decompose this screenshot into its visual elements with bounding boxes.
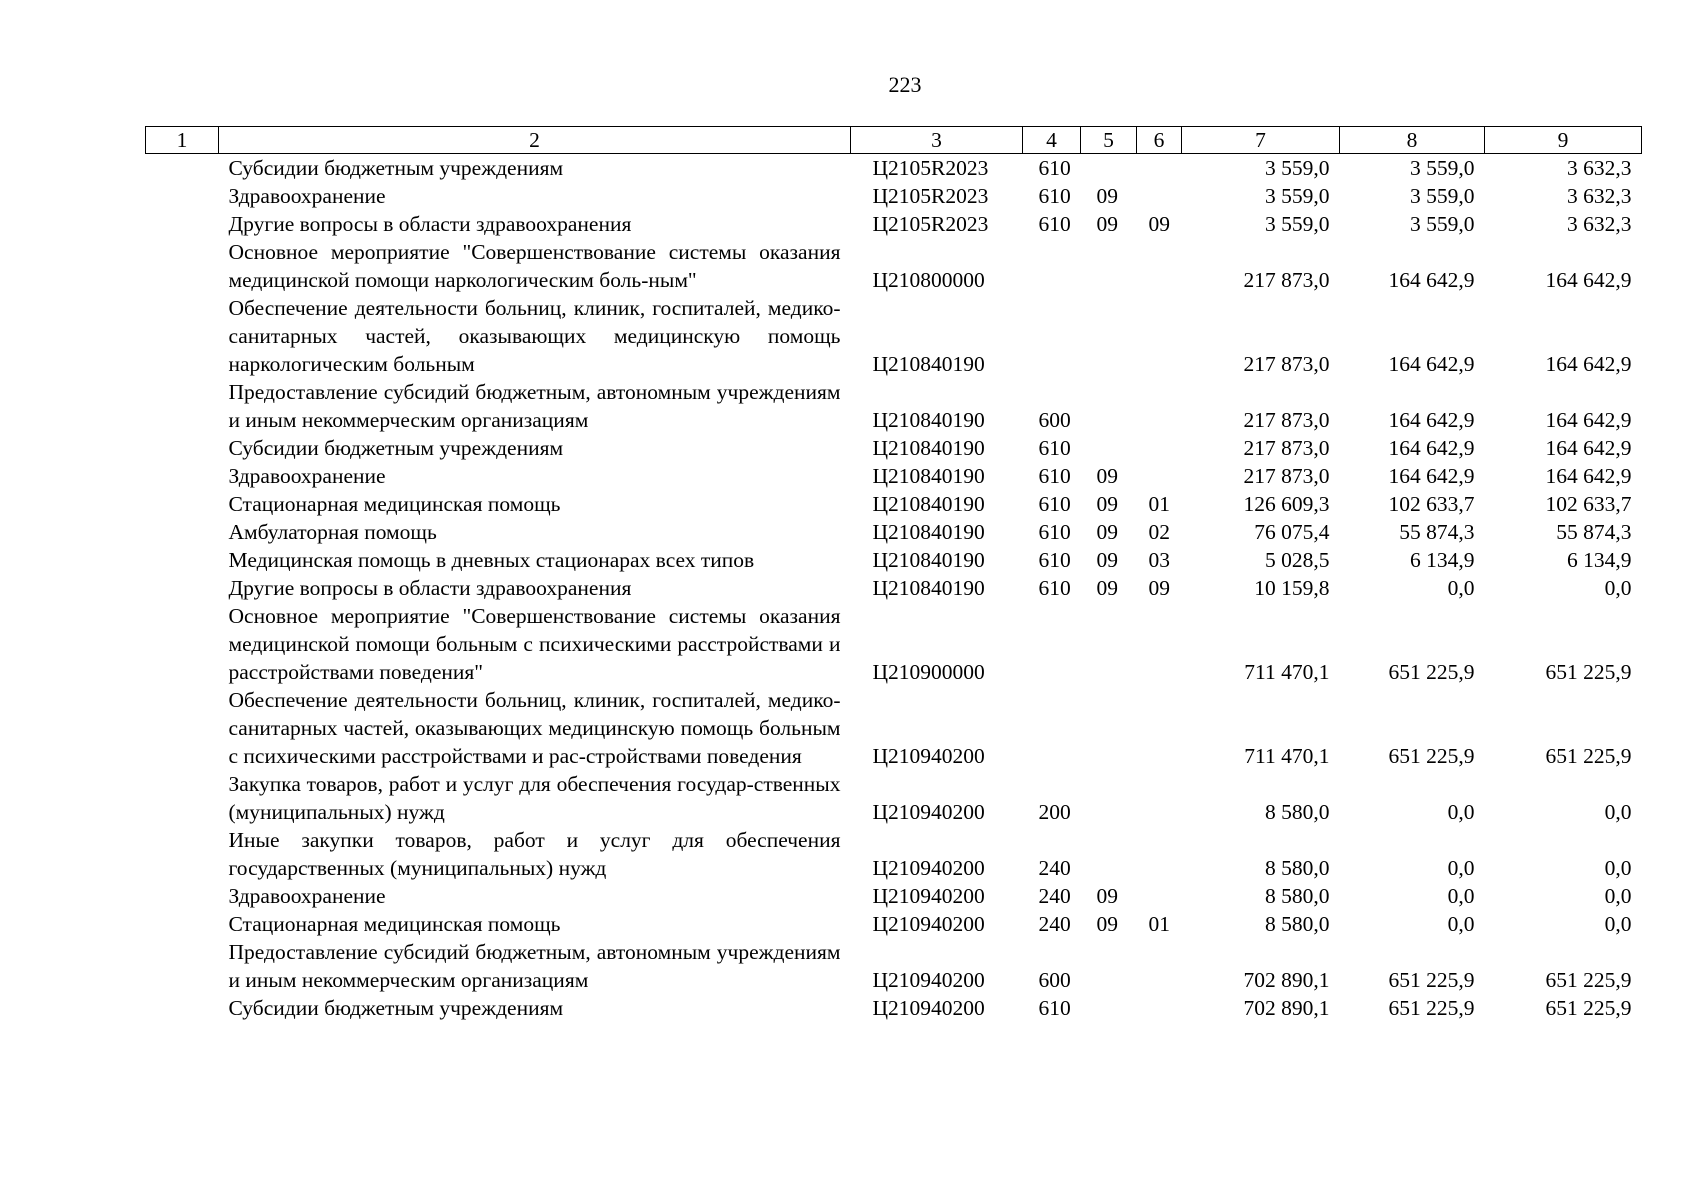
cell-col7: 3 559,0 xyxy=(1265,212,1330,236)
cell-col6 xyxy=(1137,602,1182,686)
cell-name: Обеспечение деятельности больниц, клиник, госпиталей, медико-санитарных частей, оказывающих медицинскую помощь наркологическим больным xyxy=(228,296,841,376)
cell-col6 xyxy=(1137,770,1182,826)
cell-empty xyxy=(146,238,219,294)
cell-col8: 164 642,9 xyxy=(1388,352,1475,376)
table-row xyxy=(146,546,1642,574)
table-row xyxy=(146,210,1642,238)
cell-col8: 6 134,9 xyxy=(1410,548,1475,572)
table-row xyxy=(146,686,1642,770)
cell-col4: 240 xyxy=(1038,884,1071,908)
cell-code: Ц210840190 xyxy=(872,408,985,432)
cell-col6 xyxy=(1137,238,1182,294)
cell-col7: 76 075,4 xyxy=(1254,520,1330,544)
cell-empty xyxy=(146,210,219,238)
cell-name: Предоставление субсидий бюджетным, автономным учреждениям и иным некоммерческим организациям xyxy=(228,940,841,992)
page-number: 223 xyxy=(888,72,922,97)
cell-col8: 651 225,9 xyxy=(1388,968,1475,992)
cell-col8: 164 642,9 xyxy=(1388,464,1475,488)
cell-empty xyxy=(146,546,219,574)
cell-col4: 600 xyxy=(1038,968,1071,992)
cell-col7: 217 873,0 xyxy=(1243,464,1330,488)
cell-col4: 610 xyxy=(1038,576,1071,600)
cell-col9: 0,0 xyxy=(1604,884,1632,908)
cell-col7: 10 159,8 xyxy=(1254,576,1330,600)
cell-col4: 610 xyxy=(1038,436,1071,460)
cell-col5 xyxy=(1081,434,1137,462)
cell-col5 xyxy=(1081,154,1137,183)
cell-name: Основное мероприятие "Совершенствование системы оказания медицинской помощи больным с психическими расстройствами и расстройствами поведения" xyxy=(228,604,841,684)
cell-col7: 702 890,1 xyxy=(1243,968,1330,992)
cell-name: Субсидии бюджетным учреждениям xyxy=(228,156,564,180)
cell-col5: 09 xyxy=(1096,912,1118,936)
cell-col7: 8 580,0 xyxy=(1265,800,1330,824)
cell-col5 xyxy=(1081,238,1137,294)
cell-col8: 3 559,0 xyxy=(1410,212,1475,236)
cell-code: Ц210900000 xyxy=(872,660,985,684)
cell-col5 xyxy=(1081,826,1137,882)
cell-col5 xyxy=(1081,686,1137,770)
cell-name: Обеспечение деятельности больниц, клиник, госпиталей, медико-санитарных частей, оказывающих медицинскую помощь больным с психическими расстройствами и рас-стройствами поведения xyxy=(228,688,841,768)
cell-col7: 126 609,3 xyxy=(1243,492,1330,516)
header-row xyxy=(146,127,1642,154)
table-row xyxy=(146,770,1642,826)
column-header-5: 5 xyxy=(1081,127,1137,154)
cell-code: Ц210940200 xyxy=(872,856,985,880)
cell-col9: 3 632,3 xyxy=(1567,184,1632,208)
table-row xyxy=(146,938,1642,994)
cell-code: Ц210840190 xyxy=(872,352,985,376)
cell-col8: 55 874,3 xyxy=(1399,520,1475,544)
cell-col5 xyxy=(1081,294,1137,378)
cell-col8: 0,0 xyxy=(1447,800,1475,824)
cell-code: Ц210940200 xyxy=(872,912,985,936)
cell-code: Ц2105R2023 xyxy=(872,184,989,208)
cell-col4 xyxy=(1023,602,1081,686)
cell-col6 xyxy=(1137,378,1182,434)
cell-col7: 8 580,0 xyxy=(1265,912,1330,936)
cell-col5: 09 xyxy=(1096,212,1118,236)
cell-col9: 651 225,9 xyxy=(1545,744,1632,768)
cell-code: Ц210940200 xyxy=(872,800,985,824)
cell-col6: 01 xyxy=(1148,912,1170,936)
cell-name: Другие вопросы в области здравоохранения xyxy=(228,212,632,236)
cell-col9: 3 632,3 xyxy=(1567,156,1632,180)
cell-col8: 0,0 xyxy=(1447,856,1475,880)
cell-col6 xyxy=(1137,182,1182,210)
cell-code: Ц210940200 xyxy=(872,968,985,992)
cell-code: Ц210800000 xyxy=(872,268,985,292)
cell-col6 xyxy=(1137,462,1182,490)
cell-name: Основное мероприятие "Совершенствование системы оказания медицинской помощи наркологическим боль-ным" xyxy=(228,240,841,292)
cell-name: Предоставление субсидий бюджетным, автономным учреждениям и иным некоммерческим организациям xyxy=(228,380,841,432)
cell-empty xyxy=(146,294,219,378)
cell-col4: 610 xyxy=(1038,996,1071,1020)
cell-col6 xyxy=(1137,994,1182,1022)
table-row xyxy=(146,238,1642,294)
cell-col6 xyxy=(1137,686,1182,770)
cell-col4: 610 xyxy=(1038,548,1071,572)
cell-code: Ц210940200 xyxy=(872,744,985,768)
cell-col8: 164 642,9 xyxy=(1388,408,1475,432)
cell-col8: 102 633,7 xyxy=(1388,492,1475,516)
cell-code: Ц210940200 xyxy=(872,996,985,1020)
cell-code: Ц210840190 xyxy=(872,576,985,600)
cell-col4: 610 xyxy=(1038,184,1071,208)
cell-col9: 164 642,9 xyxy=(1545,352,1632,376)
cell-name: Закупка товаров, работ и услуг для обеспечения государ-ственных (муниципальных) нужд xyxy=(228,772,841,824)
cell-col7: 217 873,0 xyxy=(1243,352,1330,376)
cell-col6 xyxy=(1137,826,1182,882)
cell-col5 xyxy=(1081,378,1137,434)
cell-name: Здравоохранение xyxy=(228,184,386,208)
cell-col9: 102 633,7 xyxy=(1545,492,1632,516)
cell-col5: 09 xyxy=(1096,884,1118,908)
cell-col4: 610 xyxy=(1038,520,1071,544)
cell-name: Стационарная медицинская помощь xyxy=(228,912,561,936)
cell-col9: 0,0 xyxy=(1604,912,1632,936)
cell-col4 xyxy=(1023,294,1081,378)
cell-empty xyxy=(146,938,219,994)
column-header-4: 4 xyxy=(1023,127,1081,154)
cell-col9: 164 642,9 xyxy=(1545,436,1632,460)
cell-col9: 0,0 xyxy=(1604,856,1632,880)
cell-name: Субсидии бюджетным учреждениям xyxy=(228,996,564,1020)
table-row xyxy=(146,910,1642,938)
cell-col8: 0,0 xyxy=(1447,884,1475,908)
cell-name: Другие вопросы в области здравоохранения xyxy=(228,576,632,600)
column-header-2: 2 xyxy=(219,127,851,154)
cell-col4: 240 xyxy=(1038,856,1071,880)
cell-col9: 55 874,3 xyxy=(1556,520,1632,544)
cell-empty xyxy=(146,490,219,518)
cell-col5: 09 xyxy=(1096,520,1118,544)
cell-name: Субсидии бюджетным учреждениям xyxy=(228,436,564,460)
cell-col5: 09 xyxy=(1096,184,1118,208)
column-header-8: 8 xyxy=(1340,127,1485,154)
column-header-1: 1 xyxy=(146,127,219,154)
cell-col5 xyxy=(1081,994,1137,1022)
cell-col4: 610 xyxy=(1038,212,1071,236)
cell-col8: 651 225,9 xyxy=(1388,996,1475,1020)
cell-col7: 3 559,0 xyxy=(1265,184,1330,208)
table-row xyxy=(146,154,1642,183)
cell-col7: 711 470,1 xyxy=(1244,744,1330,768)
cell-col9: 164 642,9 xyxy=(1545,464,1632,488)
cell-empty xyxy=(146,462,219,490)
cell-col4: 200 xyxy=(1038,800,1071,824)
cell-col9: 651 225,9 xyxy=(1545,660,1632,684)
cell-col6: 09 xyxy=(1148,212,1170,236)
cell-col9: 6 134,9 xyxy=(1567,548,1632,572)
cell-empty xyxy=(146,826,219,882)
cell-col7: 3 559,0 xyxy=(1265,156,1330,180)
cell-name: Стационарная медицинская помощь xyxy=(228,492,561,516)
cell-col8: 651 225,9 xyxy=(1388,744,1475,768)
cell-empty xyxy=(146,602,219,686)
cell-col7: 8 580,0 xyxy=(1265,856,1330,880)
cell-col7: 217 873,0 xyxy=(1243,268,1330,292)
cell-col9: 0,0 xyxy=(1604,800,1632,824)
cell-col6: 02 xyxy=(1148,520,1170,544)
cell-empty xyxy=(146,686,219,770)
column-header-7: 7 xyxy=(1182,127,1340,154)
cell-name: Здравоохранение xyxy=(228,884,386,908)
table-row xyxy=(146,826,1642,882)
cell-col5: 09 xyxy=(1096,548,1118,572)
cell-col6: 09 xyxy=(1148,576,1170,600)
cell-col9: 164 642,9 xyxy=(1545,408,1632,432)
cell-col5 xyxy=(1081,770,1137,826)
cell-col4: 600 xyxy=(1038,408,1071,432)
table-row xyxy=(146,462,1642,490)
cell-code: Ц210840190 xyxy=(872,464,985,488)
table-row xyxy=(146,882,1642,910)
cell-col7: 8 580,0 xyxy=(1265,884,1330,908)
cell-col8: 164 642,9 xyxy=(1388,268,1475,292)
cell-col6 xyxy=(1137,938,1182,994)
cell-col5: 09 xyxy=(1096,492,1118,516)
cell-empty xyxy=(146,154,219,183)
cell-col6 xyxy=(1137,294,1182,378)
table-row xyxy=(146,378,1642,434)
cell-name: Здравоохранение xyxy=(228,464,386,488)
cell-empty xyxy=(146,378,219,434)
cell-col9: 0,0 xyxy=(1604,576,1632,600)
cell-col8: 0,0 xyxy=(1447,576,1475,600)
table-body xyxy=(146,154,1642,1023)
table-row xyxy=(146,574,1642,602)
cell-col6 xyxy=(1137,882,1182,910)
cell-empty xyxy=(146,994,219,1022)
cell-col4: 610 xyxy=(1038,492,1071,516)
cell-col6 xyxy=(1137,434,1182,462)
table-row xyxy=(146,294,1642,378)
cell-empty xyxy=(146,574,219,602)
cell-col8: 0,0 xyxy=(1447,912,1475,936)
budget-table xyxy=(145,126,1642,1022)
cell-code: Ц210840190 xyxy=(872,436,985,460)
cell-name: Иные закупки товаров, работ и услуг для обеспечения государственных (муниципальных) нужд xyxy=(228,828,841,880)
cell-empty xyxy=(146,182,219,210)
cell-code: Ц210840190 xyxy=(872,548,985,572)
cell-col8: 164 642,9 xyxy=(1388,436,1475,460)
table-row xyxy=(146,434,1642,462)
cell-col4: 240 xyxy=(1038,912,1071,936)
cell-empty xyxy=(146,518,219,546)
cell-col7: 711 470,1 xyxy=(1244,660,1330,684)
cell-col7: 217 873,0 xyxy=(1243,436,1330,460)
cell-empty xyxy=(146,434,219,462)
column-header-3: 3 xyxy=(851,127,1023,154)
cell-name: Амбулаторная помощь xyxy=(228,520,437,544)
cell-code: Ц2105R2023 xyxy=(872,156,989,180)
column-header-9: 9 xyxy=(1485,127,1642,154)
cell-col5 xyxy=(1081,938,1137,994)
table-row xyxy=(146,994,1642,1022)
cell-col4: 610 xyxy=(1038,464,1071,488)
cell-col8: 3 559,0 xyxy=(1410,184,1475,208)
cell-col9: 3 632,3 xyxy=(1567,212,1632,236)
cell-col4 xyxy=(1023,686,1081,770)
cell-name: Медицинская помощь в дневных стационарах всех типов xyxy=(228,548,755,572)
cell-col4 xyxy=(1023,238,1081,294)
table-row xyxy=(146,182,1642,210)
cell-col7: 702 890,1 xyxy=(1243,996,1330,1020)
cell-empty xyxy=(146,770,219,826)
cell-col7: 5 028,5 xyxy=(1265,548,1330,572)
table-row xyxy=(146,518,1642,546)
cell-col8: 3 559,0 xyxy=(1410,156,1475,180)
cell-col6 xyxy=(1137,154,1182,183)
cell-col9: 164 642,9 xyxy=(1545,268,1632,292)
cell-col9: 651 225,9 xyxy=(1545,996,1632,1020)
cell-code: Ц210840190 xyxy=(872,492,985,516)
table-row xyxy=(146,490,1642,518)
cell-col6: 03 xyxy=(1148,548,1170,572)
cell-col7: 217 873,0 xyxy=(1243,408,1330,432)
cell-empty xyxy=(146,910,219,938)
cell-col5: 09 xyxy=(1096,464,1118,488)
cell-empty xyxy=(146,882,219,910)
column-header-6: 6 xyxy=(1137,127,1182,154)
cell-col5 xyxy=(1081,602,1137,686)
cell-col8: 651 225,9 xyxy=(1388,660,1475,684)
cell-code: Ц210940200 xyxy=(872,884,985,908)
cell-col9: 651 225,9 xyxy=(1545,968,1632,992)
cell-col5: 09 xyxy=(1096,576,1118,600)
cell-code: Ц2105R2023 xyxy=(872,212,989,236)
cell-col6: 01 xyxy=(1148,492,1170,516)
cell-col4: 610 xyxy=(1038,156,1071,180)
cell-code: Ц210840190 xyxy=(872,520,985,544)
table-row xyxy=(146,602,1642,686)
